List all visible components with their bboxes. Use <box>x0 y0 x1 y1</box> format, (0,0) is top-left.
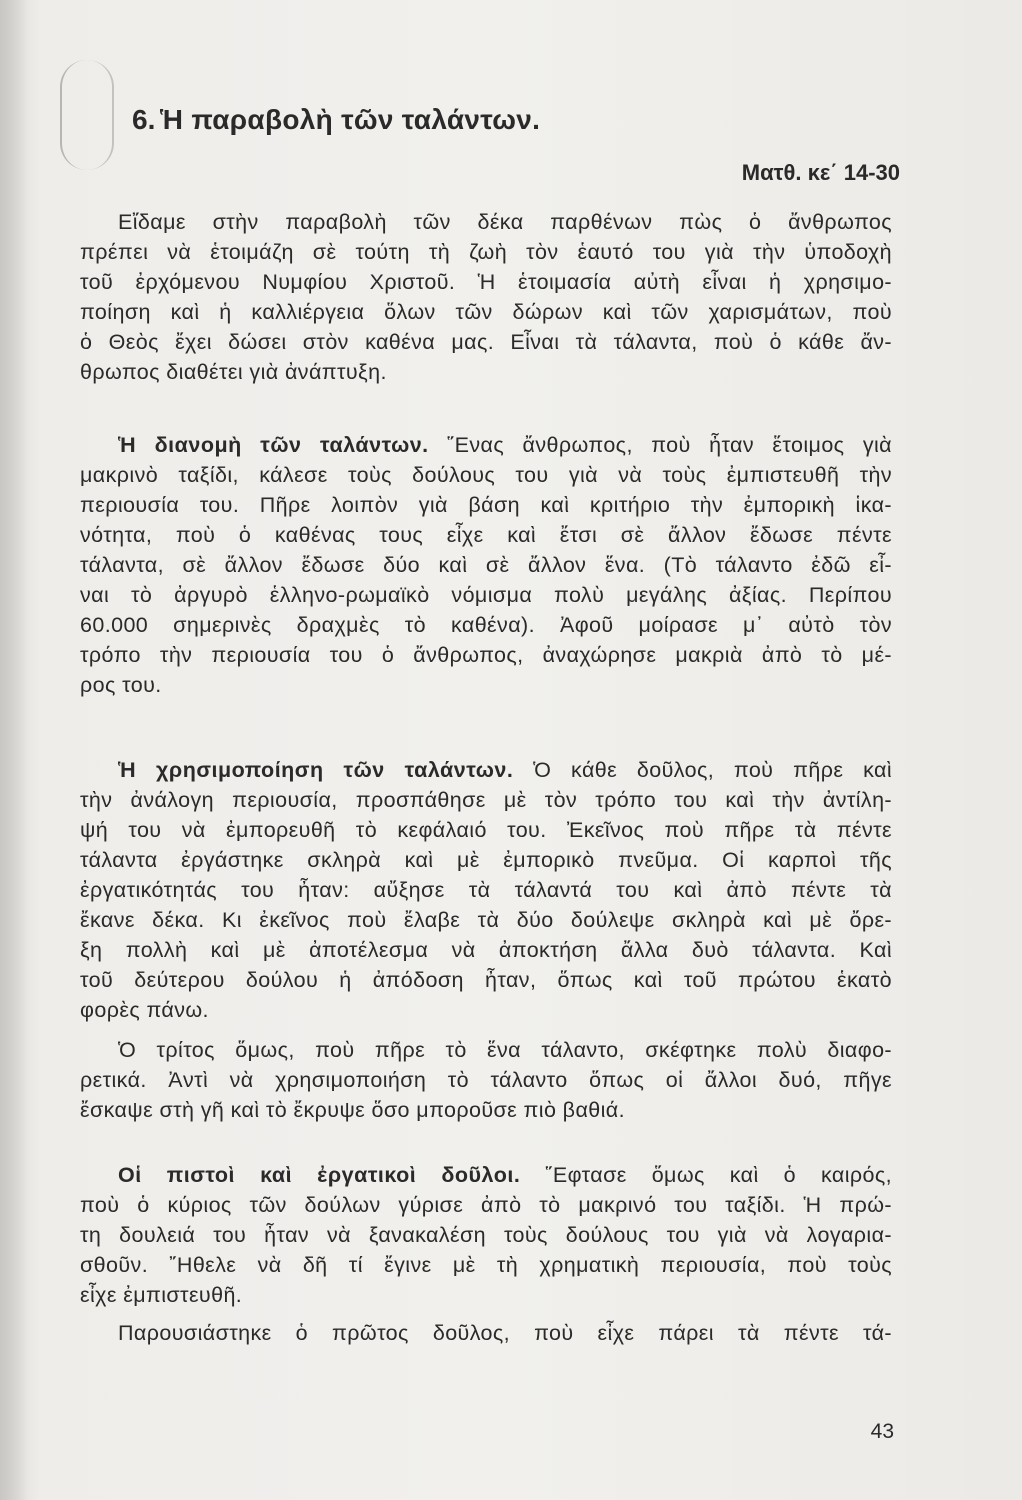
text-line: ὁ Θεὸς ἔχει δώσει στὸν καθένα μας. Εἶναι τὰ τάλαντα, ποὺ ὁ κάθε ἄν- <box>80 330 892 354</box>
text-line: εἶχε ἐμπιστευθῆ. <box>80 1283 243 1307</box>
scripture-reference: Ματθ. κε΄ 14-30 <box>741 160 900 185</box>
chapter-number: 6. <box>132 104 156 135</box>
text-line: ποὺ ὁ κύριος τῶν δούλων γύρισε ἀπὸ τὸ μακρινό του ταξίδι. Ἡ πρώ- <box>80 1193 892 1217</box>
text-line: ρετικά. Ἀντὶ νὰ χρησιμοποιήση τὸ τάλαντο ὅπως οἱ ἄλλοι δυό, πῆγε <box>80 1068 892 1092</box>
chapter-title: Ἡ παραβολὴ τῶν ταλάντων. <box>160 104 541 135</box>
text-fragment: ῞Ενας ἄνθρωπος, ποὺ ἦταν ἕτοιμος γιὰ <box>447 433 893 457</box>
page-fold-shadow <box>0 0 28 1500</box>
page-number: 43 <box>870 1420 894 1443</box>
text-line: Ὁ τρίτος ὅμως, ποὺ πῆρε τὸ ἕνα τάλαντο, σκέφτηκε πολὺ διαφο- <box>118 1038 892 1062</box>
text-line <box>80 430 892 460</box>
text-line: πρέπει νὰ ἑτοιμάζη σὲ τούτη τὴ ζωὴ τὸν ἑαυτό του γιὰ τὴν ὑποδοχὴ <box>80 240 892 264</box>
text-line: περιουσία του. Πῆρε λοιπὸν γιὰ βάση καὶ κριτήριο τὴν ἐμπορικὴ ἱκα- <box>80 493 892 517</box>
text-fragment: Ὁ κάθε δοῦλος, ποὺ πῆρε καὶ <box>533 758 893 782</box>
text-line: 60.000 σημερινὲς δραχμὲς τὸ καθένα). Ἀφοῦ μοίρασε μ᾿ αὐτὸ τὸν <box>80 613 892 637</box>
section-heading: Οἱ πιστοὶ καὶ ἐργατικοὶ δοῦλοι. <box>118 1163 521 1187</box>
text-line: ξη πολλὴ καὶ μὲ ἀποτέλεσμα νὰ ἀποκτήση ἄλλα δυὸ τάλαντα. Καὶ <box>80 938 892 962</box>
paragraph-third-servant <box>80 1035 892 1125</box>
paragraph-distribution <box>80 430 892 700</box>
text-line: Παρουσιάστηκε ὁ πρῶτος δοῦλος, ποὺ εἶχε πάρει τὰ πέντε τά- <box>118 1321 892 1345</box>
text-line: τὴν ἀνάλογη περιουσία, προσπάθησε μὲ τὸν τρόπο του καὶ τὴν ἀντίλη- <box>80 788 892 812</box>
text-line <box>80 1160 892 1190</box>
text-line: ἔσκαψε στὴ γῆ καὶ τὸ ἔκρυψε ὅσο μποροῦσε πιὸ βαθιά. <box>80 1098 626 1122</box>
text-line <box>80 755 892 785</box>
paragraph-use <box>80 755 892 1025</box>
text-line: τάλαντα, σὲ ἄλλον ἔδωσε δύο καὶ σὲ ἄλλον ἕνα. (Τὸ τάλαντο ἐδῶ εἶ- <box>80 553 892 577</box>
text-line: ποίηση καὶ ἡ καλλιέργεια ὅλων τῶν δώρων καὶ τῶν χαρισμάτων, ποὺ <box>80 300 892 324</box>
text-line: φορὲς πάνω. <box>80 998 209 1022</box>
text-line: μακρινὸ ταξίδι, κάλεσε τοὺς δούλους του γιὰ νὰ τοὺς ἐμπιστευθῆ τὴν <box>80 463 892 487</box>
text-line: ἐργατικότητάς του ἦταν: αὔξησε τὰ τάλαντά του καὶ ἀπὸ πέντε τὰ <box>80 878 892 902</box>
text-line: ναι τὸ ἀργυρὸ ἑλληνο-ρωμαϊκὸ νόμισμα πολὺ μεγάλης ἀξίας. Περίπου <box>80 583 892 607</box>
text-line: ἔκανε δέκα. Κι ἐκεῖνος ποὺ ἔλαβε τὰ δύο δούλεψε σκληρὰ καὶ μὲ ὄρε- <box>80 908 892 932</box>
text-line: τοῦ δεύτερου δούλου ἡ ἀπόδοση ἦταν, ὅπως καὶ τοῦ πρώτου ἑκατὸ <box>80 968 892 992</box>
pencil-circle-mark <box>60 60 114 170</box>
text-line: ψή του νὰ ἐμπορευθῆ τὸ κεφάλαιό του. Ἐκεῖνος ποὺ πῆρε τὰ πέντε <box>80 818 892 842</box>
paragraph-intro <box>80 207 892 387</box>
text-line: τοῦ ἐρχόμενου Νυμφίου Χριστοῦ. Ἡ ἑτοιμασία αὐτὴ εἶναι ἡ χρησιμο- <box>80 270 892 294</box>
section-heading: Ἡ διανομὴ τῶν ταλάντων. <box>118 433 429 457</box>
text-line: θρωπος διαθέτει γιὰ ἀνάπτυξη. <box>80 360 387 384</box>
text-line: ρος του. <box>80 673 162 697</box>
paragraph-first-servant <box>80 1318 892 1348</box>
text-line: τάλαντα ἐργάστηκε σκληρὰ καὶ μὲ ἐμπορικὸ πνεῦμα. Οἱ καρποὶ τῆς <box>80 848 892 872</box>
text-fragment: ῞Εφτασε ὅμως καὶ ὁ καιρός, <box>545 1163 893 1187</box>
text-line: Εἴδαμε στὴν παραβολὴ τῶν δέκα παρθένων πὼς ὁ ἄνθρωπος <box>118 210 892 234</box>
paragraph-faithful-servants <box>80 1160 892 1310</box>
text-line: τη δουλειά του ἦταν νὰ ξανακαλέση τοὺς δούλους του γιὰ νὰ λογαρια- <box>80 1223 892 1247</box>
text-line: νότητα, ποὺ ὁ καθένας τους εἶχε καὶ ἔτσι σὲ ἄλλον ἔδωσε πέντε <box>80 523 892 547</box>
text-line: σθοῦν. ῎Ηθελε νὰ δῆ τί ἔγινε μὲ τὴ χρηματικὴ περιουσία, ποὺ τοὺς <box>80 1253 892 1277</box>
text-line: τρόπο τὴν περιουσία του ὁ ἄνθρωπος, ἀναχώρησε μακριὰ ἀπὸ τὸ μέ- <box>80 643 892 667</box>
section-heading: Ἡ χρησιμοποίηση τῶν ταλάντων. <box>118 758 514 782</box>
